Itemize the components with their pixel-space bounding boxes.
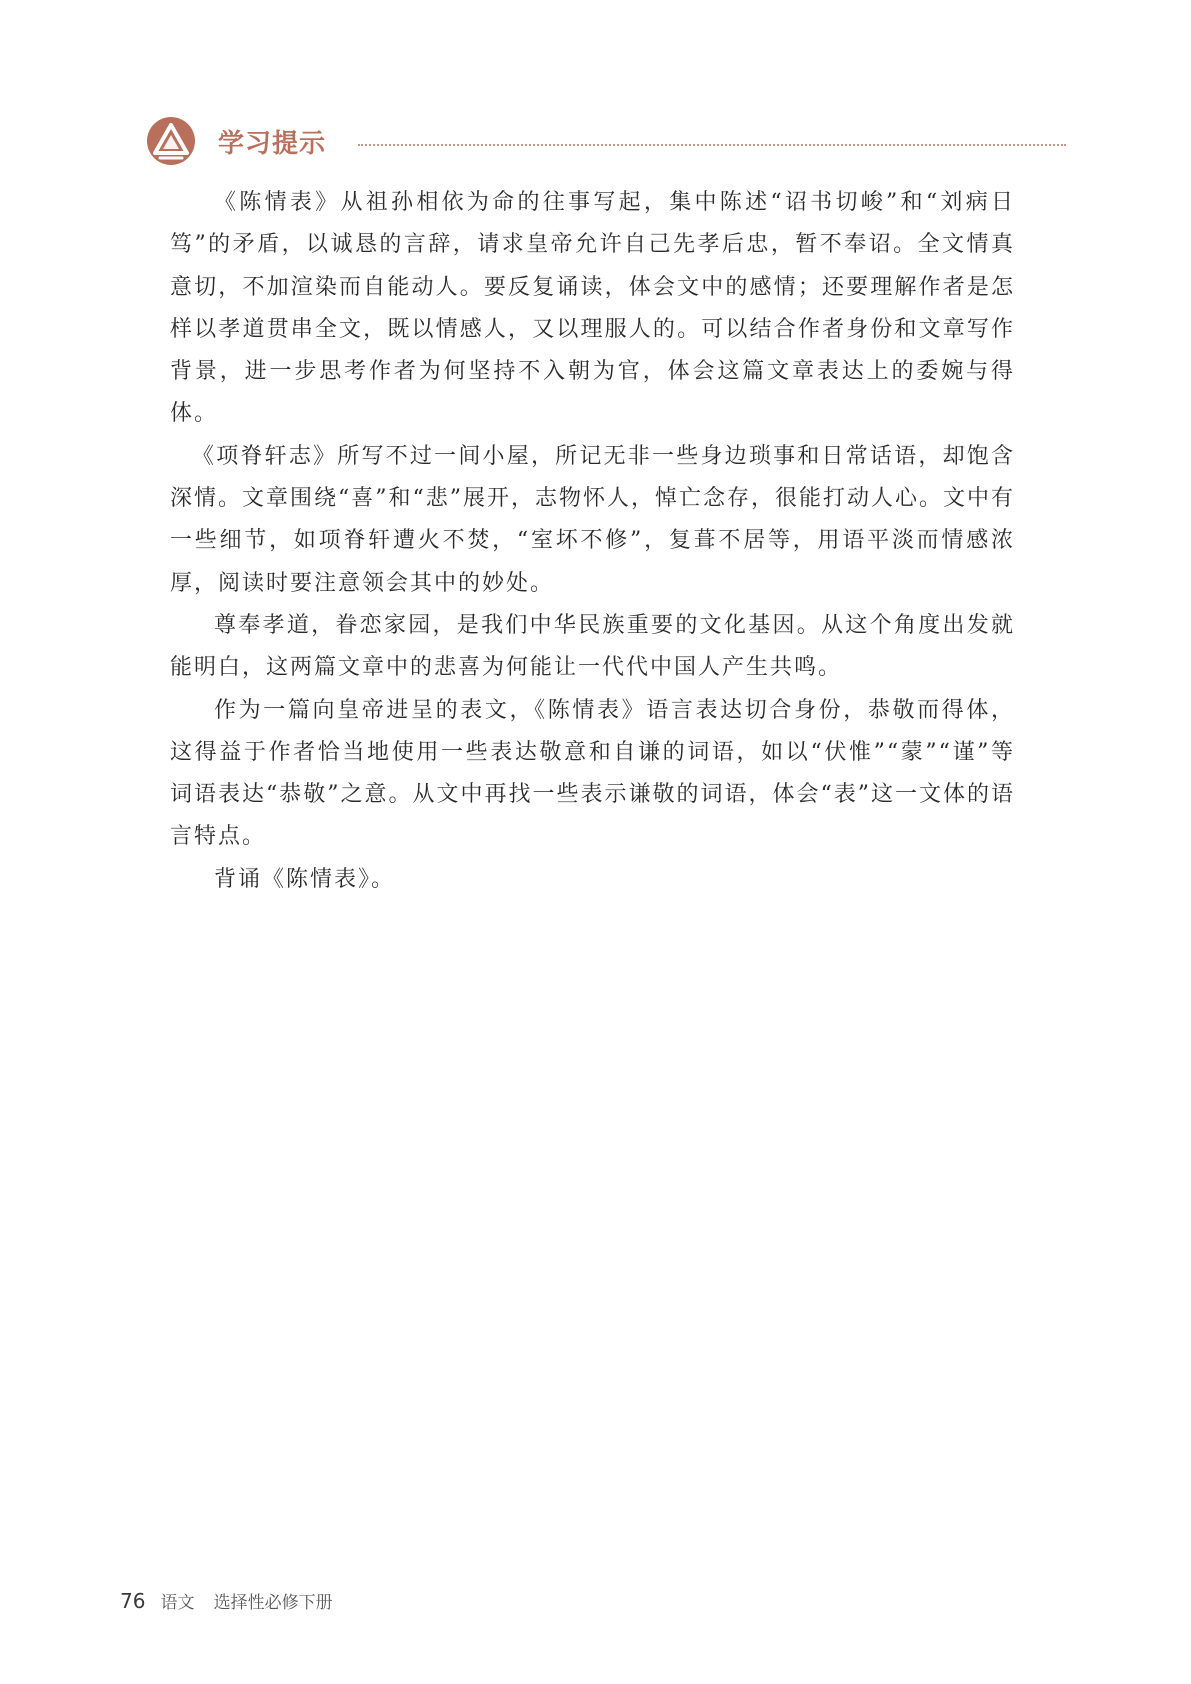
study-tips-emblem-icon bbox=[146, 116, 196, 166]
paragraph-3: 尊奉孝道，眷恋家园，是我们中华民族重要的文化基因。从这个角度出发就能明白，这两篇文章中的悲喜为何能让一代代中国人产生共鸣。 bbox=[170, 612, 1015, 681]
study-tips-body bbox=[170, 182, 1015, 901]
book-subject: 语文 bbox=[160, 1593, 195, 1613]
section-title: 学习提示 bbox=[218, 129, 327, 159]
paragraph-2: 《项脊轩志》所写不过一间小屋，所记无非一些身边琐事和日常话语，却饱含深情。文章围绕“喜”和“悲”展开，志物怀人，悼亡念存，很能打动人心。文中有一些细节，如项脊轩遭火不焚，“室坏不修”，复葺不居等，用语平淡而情感浓厚，阅读时要注意领会其中的妙处。 bbox=[170, 443, 1015, 596]
paragraph-4: 作为一篇向皇帝进呈的表文，《陈情表》语言表达切合身份，恭敬而得体，这得益于作者恰当地使用一些表达敬意和自谦的词语，如以“伏惟”“蒙”“谨”等词语表达“恭敬”之意。从文中再找一些表示谦敬的词语，体会“表”这一文体的语言特点。 bbox=[170, 697, 1015, 850]
section-header bbox=[146, 116, 1066, 172]
paragraph-5: 背诵《陈情表》。 bbox=[214, 866, 396, 892]
page-footer bbox=[120, 1588, 333, 1613]
page-number: 76 bbox=[120, 1589, 146, 1613]
paragraph-1: 《陈情表》从祖孙相依为命的往事写起，集中陈述“诏书切峻”和“刘病日笃”的矛盾，以诚恳的言辞，请求皇帝允许自己先孝后忠，暂不奉诏。全文情真意切，不加渲染而自能动人。要反复诵读，体会文中的感情；还要理解作者是怎样以孝道贯串全文，既以情感人，又以理服人的。可以结合作者身份和文章写作背景，进一步思考作者为何坚持不入朝为官，体会这篇文章表达上的委婉与得体。 bbox=[170, 190, 1015, 427]
dotted-divider bbox=[358, 144, 1066, 146]
book-volume: 选择性必修下册 bbox=[213, 1593, 333, 1613]
